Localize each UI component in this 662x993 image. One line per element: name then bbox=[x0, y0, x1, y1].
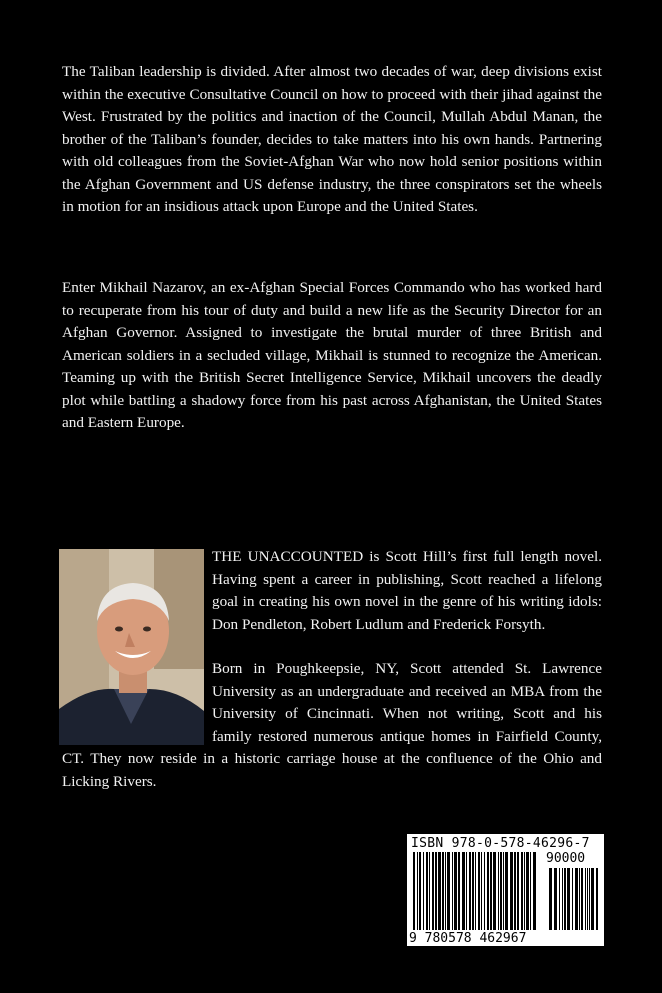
barcode-bar bbox=[562, 868, 563, 930]
barcode-bar bbox=[432, 852, 434, 930]
barcode-bar bbox=[466, 852, 467, 930]
barcode-bar bbox=[564, 868, 566, 930]
barcode-bar bbox=[484, 852, 485, 930]
barcode-bar bbox=[575, 868, 578, 930]
barcode-bar bbox=[498, 852, 499, 930]
barcode-bar bbox=[500, 852, 502, 930]
barcode-bar bbox=[442, 852, 444, 930]
barcode-bar bbox=[517, 852, 519, 930]
author-bio bbox=[62, 546, 602, 815]
isbn-label: ISBN 978-0-578-46296-7 bbox=[411, 836, 590, 851]
synopsis-paragraph-1: The Taliban leadership is divided. After almost two decades of war, deep divisions exist within the executive Consultative Council on how to proceed with their jihad against the West. Frustrated by the politics and inaction of the Council, Mullah Abdul Manan, the brother of the Taliban’s founder, decides to take matters into his own hands. Partnering with old colleagues from the Soviet-Afghan War who now hold senior positions within the Afghan Government and US defense industry, the three conspirators set the wheels in motion for an insidious attack upon Europe and the United States. bbox=[62, 63, 602, 215]
barcode-bar bbox=[524, 852, 525, 930]
barcode-bar bbox=[567, 868, 570, 930]
barcode-bar bbox=[487, 852, 489, 930]
price-code: 90000 bbox=[546, 851, 586, 866]
barcode-bar bbox=[490, 852, 492, 930]
barcode-bar bbox=[445, 852, 446, 930]
ean-barcode bbox=[411, 852, 541, 932]
barcode-bar bbox=[587, 868, 588, 930]
barcode-bar bbox=[521, 852, 523, 930]
barcode-bar bbox=[572, 868, 573, 930]
barcode-bar bbox=[591, 868, 594, 930]
author-bio-paragraph-1: THE UNACCOUNTED is Scott Hill’s first full length novel. Having spent a career in publishing, Scott reached a lifelong goal in creating his own novel in the genre of his writing idols: Don Pendleton, Robert Ludlum and Frederick Forsyth. bbox=[212, 548, 602, 633]
barcode-bar bbox=[589, 868, 590, 930]
barcode-bar bbox=[423, 852, 424, 930]
barcode-bar bbox=[478, 852, 480, 930]
barcode-bar bbox=[462, 852, 465, 930]
barcode-bar bbox=[429, 852, 430, 930]
barcode-bar bbox=[559, 868, 560, 930]
barcode-bar bbox=[533, 852, 536, 930]
barcode-bar bbox=[526, 852, 529, 930]
barcode-bar bbox=[472, 852, 474, 930]
barcode-box bbox=[407, 834, 604, 946]
barcode-bar bbox=[505, 852, 508, 930]
addon-barcode bbox=[547, 868, 601, 930]
author-bio-paragraph-2: Born in Poughkeepsie, NY, Scott attended St. Lawrence University as an undergraduate and received an MBA from the University of Cincinnati. When not writing, Scott and his family restored numerous antique homes in Fairfield County, CT. They now reside in a historic carriage house at the confluence of the Ohio and Licking Rivers. bbox=[62, 660, 602, 790]
barcode-bar bbox=[503, 852, 504, 930]
barcode-bar bbox=[514, 852, 516, 930]
barcode-bar bbox=[581, 868, 583, 930]
barcode-bar bbox=[413, 852, 415, 930]
barcode-bar bbox=[596, 868, 598, 930]
barcode-bar bbox=[435, 852, 437, 930]
barcode-bar bbox=[554, 868, 557, 930]
barcode-bar bbox=[469, 852, 471, 930]
barcode-bar bbox=[530, 852, 531, 930]
barcode-bar bbox=[452, 852, 453, 930]
barcode-bar bbox=[481, 852, 482, 930]
barcode-bar bbox=[493, 852, 496, 930]
barcode-bar bbox=[419, 852, 421, 930]
barcode-bar bbox=[549, 868, 552, 930]
synopsis-paragraph-2: Enter Mikhail Nazarov, an ex-Afghan Special Forces Commando who has worked hard to recuperate from his tour of duty and build a new life as the Security Director for an Afghan Governor. Assigned to investigate the brutal murder of three British and American soldiers in a secluded village, Mikhail is stunned to recognize the American. Teaming up with the British Secret Intelligence Service, Mikhail uncovers the deadly plot while battling a shadowy force from his past across Afghanistan, the United States and Eastern Europe. bbox=[62, 279, 602, 431]
barcode-bar bbox=[458, 852, 460, 930]
barcode-bar bbox=[475, 852, 476, 930]
photo-spacer bbox=[62, 546, 212, 745]
barcode-bar bbox=[585, 868, 586, 930]
barcode-bar bbox=[510, 852, 513, 930]
barcode-bar bbox=[454, 852, 457, 930]
barcode-bar bbox=[447, 852, 450, 930]
barcode-bar bbox=[417, 852, 418, 930]
barcode-bar bbox=[438, 852, 441, 930]
barcode-bar bbox=[579, 868, 580, 930]
barcode-bar bbox=[426, 852, 428, 930]
ean-digits: 9 780578 462967 bbox=[409, 931, 527, 946]
